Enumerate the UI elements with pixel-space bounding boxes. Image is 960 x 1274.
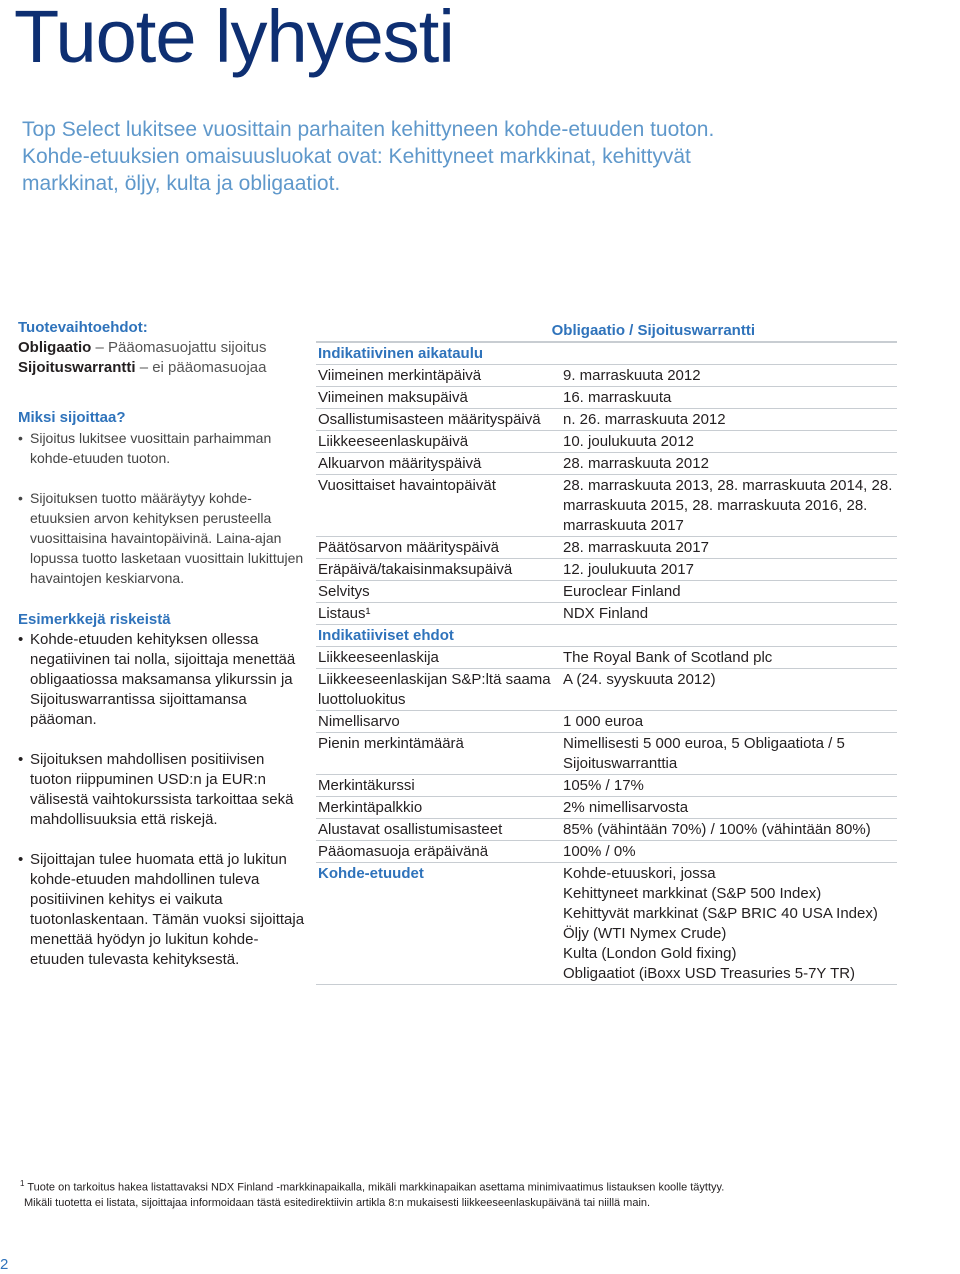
risks-heading: Esimerkkejä riskeistä — [18, 611, 171, 628]
table-row — [316, 453, 897, 475]
table-header: Obligaatio / Sijoituswarrantti — [551, 322, 755, 339]
table-row-value: 1 000 euroa — [563, 713, 644, 730]
intro-text: Top Select lukitsee vuosittain parhaiten kehittyneen kohde-etuuden tuoton. Kohde-etuuksien omaisuusluokat ovat: Kehittyneet markkinat, kehittyvät markkinat, öljy, kulta ja obligaatiot. — [22, 118, 715, 195]
table-row-value: 12. joulukuuta 2017 — [563, 561, 694, 578]
table-row-value: 28. marraskuuta 2012 — [563, 455, 709, 472]
table-row-value: Nimellisesti 5 000 euroa, 5 Obligaatiota / 5 Sijoituswarranttia — [563, 735, 845, 772]
alternative-1-name: Obligaatio — [18, 339, 92, 356]
table-row — [316, 647, 897, 669]
footnote-marker: 1 — [20, 1179, 25, 1188]
why-bullet-1: • Sijoitus lukitsee vuosittain parhaimman kohde-etuuden tuoton. — [18, 428, 308, 468]
table-row-value: 28. marraskuuta 2017 — [563, 539, 709, 556]
table-row-value: The Royal Bank of Scotland plc — [563, 649, 773, 666]
table-row-value — [563, 625, 897, 646]
why-bullet-2: • Sijoituksen tuotto määräytyy kohde-etuuksien arvon kehityksen perusteella vuosittaisina havaintopäivinä. Laina-ajan lopussa tuotto lasketaan vuosittain lukittujen havaintojen keskiarvona. — [18, 488, 308, 588]
alternative-1-desc: – Pääomasuojattu sijoitus — [95, 339, 267, 356]
table-row-label: Alkuarvon määrityspäivä — [318, 455, 482, 472]
table-row — [316, 863, 897, 985]
table-row — [316, 387, 897, 409]
table-row — [316, 475, 897, 537]
table-row-value: n. 26. marraskuuta 2012 — [563, 411, 726, 428]
footnote-line-2: Mikäli tuotetta ei listata, sijoittajaa informoidaan tästä esitedirektiivin artikla 8:n mukaisesti liikkeeseenlaskupäivänä tai niillä main. — [24, 1196, 651, 1209]
table-row — [316, 365, 897, 387]
table-row — [316, 559, 897, 581]
why-heading: Miksi sijoittaa? — [18, 409, 126, 426]
table-row-value: 16. marraskuuta — [563, 389, 672, 406]
table-row-label: Vuosittaiset havaintopäivät — [318, 477, 496, 494]
table-row-label: Pääomasuoja eräpäivänä — [318, 843, 489, 860]
table-row-value — [563, 343, 897, 364]
table-row-label: Selvitys — [318, 583, 370, 600]
footnote-line-1-text: Tuote on tarkoitus hakea listattavaksi NDX Finland -markkinapaikalla, mikäli markkinapaikan asettama minimivaatimus listauksen koolle täyttyy. — [27, 1181, 725, 1194]
table-row-label: Pienin merkintämäärä — [318, 735, 464, 752]
page-number: 2 — [0, 1256, 9, 1273]
footnote — [20, 1176, 920, 1211]
table-row-label: Osallistumisasteen määrityspäivä — [318, 411, 541, 428]
table-body — [316, 341, 897, 985]
terms-table — [316, 320, 897, 985]
table-row — [316, 775, 897, 797]
table-row-label: Viimeinen maksupäivä — [318, 389, 468, 406]
alternative-1 — [18, 338, 308, 358]
table-row — [316, 669, 897, 711]
table-row-label: Liikkeeseenlaskupäivä — [318, 433, 469, 450]
table-row-label: Alustavat osallistumisasteet — [318, 821, 503, 838]
table-row-value: Euroclear Finland — [563, 583, 681, 600]
table-row-value: 2% nimellisarvosta — [563, 799, 689, 816]
table-row-label: Merkintäpalkkio — [318, 799, 423, 816]
alternative-2-desc: – ei pääomasuojaa — [139, 359, 267, 376]
table-row-label: Indikatiivinen aikataulu — [318, 345, 484, 362]
footnote-line-1 — [20, 1176, 920, 1196]
table-row-label: Päätösarvon määrityspäivä — [318, 539, 499, 556]
table-row-value: NDX Finland — [563, 605, 649, 622]
alternatives-heading: Tuotevaihtoehdot: — [18, 319, 148, 336]
risk-bullet-2: • Sijoituksen mahdollisen positiivisen tuoton riippuminen USD:n ja EUR:n välisestä vaihtokurssista tarkoittaa sekä mahdollisuuksia että riskejä. — [18, 750, 308, 830]
table-row-value: 85% (vähintään 70%) / 100% (vähintään 80%) — [563, 821, 871, 838]
table-section-row — [316, 625, 897, 647]
table-row-label: Listaus¹ — [318, 605, 371, 622]
table-row — [316, 733, 897, 775]
table-row-value: Kohde-etuuskori, jossa Kehittyneet markkinat (S&P 500 Index) Kehittyvät markkinat (S&P BRIC 40 USA Index) Öljy (WTI Nymex Crude) Kulta (London Gold fixing) Obligaatiot (iBoxx USD Treasuries 5-7Y TR) — [563, 865, 878, 982]
table-row — [316, 711, 897, 733]
table-row-value: 28. marraskuuta 2013, 28. marraskuuta 2014, 28. marraskuuta 2015, 28. marraskuuta 2016, 28. marraskuuta 2017 — [563, 477, 893, 534]
alternative-2-name: Sijoituswarrantti — [18, 359, 136, 376]
table-row — [316, 537, 897, 559]
table-row-label: Kohde-etuudet — [318, 865, 424, 882]
alternative-2 — [18, 358, 308, 378]
table-row-value: 10. joulukuuta 2012 — [563, 433, 694, 450]
risk-bullet-1: • Kohde-etuuden kehityksen ollessa negatiivinen tai nolla, sijoittaja menettää obligaatiossa maksamansa ylikurssin ja Sijoituswarrantissa sijoittamansa pääoman. — [18, 630, 308, 730]
risk-bullet-3: • Sijoittajan tulee huomata että jo lukitun kohde-etuuden mahdollinen tuleva positiivinen kehitys ei vaikuta tuotonlaskentaan. Tämän vuoksi sijoittaja menettää hyödyn jo lukitun kohde-etuuden tulevasta kehityksestä. — [18, 850, 308, 970]
table-row-value: A (24. syyskuuta 2012) — [563, 671, 716, 688]
table-row — [316, 841, 897, 863]
table-row — [316, 603, 897, 625]
table-row — [316, 431, 897, 453]
table-row-label: Viimeinen merkintäpäivä — [318, 367, 482, 384]
table-row-label: Eräpäivä/takaisinmaksupäivä — [318, 561, 513, 578]
table-row — [316, 819, 897, 841]
table-row — [316, 581, 897, 603]
page-title: Tuote lyhyesti — [14, 0, 454, 78]
table-row — [316, 409, 897, 431]
table-row-label: Liikkeeseenlaskija — [318, 649, 439, 666]
table-row-label: Nimellisarvo — [318, 713, 400, 730]
left-column — [18, 318, 308, 970]
table-row-label: Indikatiiviset ehdot — [318, 627, 454, 644]
table-row-label: Liikkeeseenlaskijan S&P:ltä saama luottoluokitus — [318, 671, 551, 708]
table-section-row — [316, 343, 897, 365]
table-row-value: 100% / 0% — [563, 843, 636, 860]
table-row-value: 9. marraskuuta 2012 — [563, 367, 701, 384]
table-row — [316, 797, 897, 819]
table-row-label: Merkintäkurssi — [318, 777, 415, 794]
table-row-value: 105% / 17% — [563, 777, 644, 794]
